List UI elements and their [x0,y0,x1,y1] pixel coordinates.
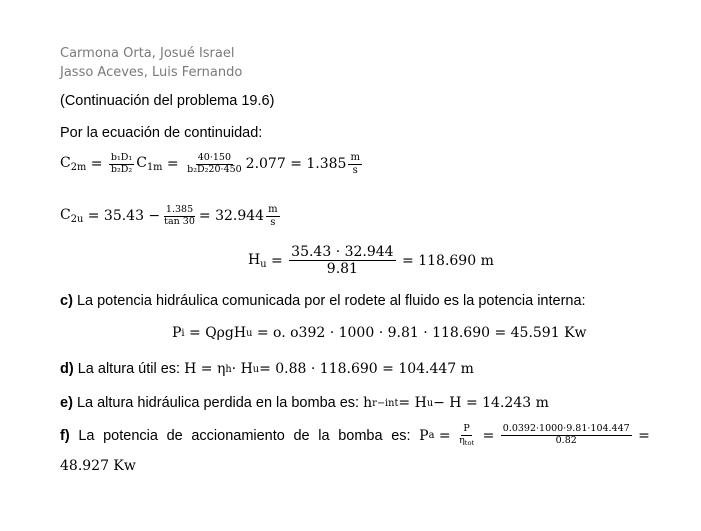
item-e-equation: h r−int = H u − H = 14.243 m [363,395,549,411]
eq1-lhs: $C_{2m}$ [60,155,87,173]
eq3-fraction: $\frac{35.43 \cdot 32.944}{9.81}$ [291,244,394,278]
eq2-unit: $\frac{m}{s}$ [268,204,278,228]
equation-c2m: $C_{2m}$ = $\frac{\text{b₁D₁}}{\text{b₂D₂}}$ $C_{1m}$ = $\frac{40\cdot 150}{\text{b₂D₂20·450}}$ 2.077 = 1.385 $\frac{m}{s}$ [60,151,360,176]
item-e: e) La altura hidráulica perdida en la bomba es: h r−int = H u − H = 14.243 m [60,395,549,411]
item-f-equation: P a = $\frac{P}{\eta_{tot}}$ = $\frac{0.0392\cdot 1000\cdot 9.81\cdot 104.447}{0.82}$ = [419,423,650,447]
item-c-equation: P i = QρgH u = o. o392 · 1000 · 9.81 · 118.690 = 45.591 Kw [172,325,587,341]
item-d-equation: H = η h · H u = 0.88 · 118.690 = 104.447 m [184,361,474,377]
continuation-heading: (Continuación del problema 19.6) [60,93,275,109]
item-f-fraction-2: $\frac{0.0392\cdot 1000\cdot 9.81\cdot 104.447}{0.82}$ [502,423,630,447]
eq1-value: 2.077 = 1.385 [245,156,347,172]
equation-c2u: $C_{2u}$ = 35.43 − $\frac{1.385}{\tan 30}$ = 32.944 $\frac{m}{s}$ [60,203,278,228]
item-f-result: 48.927 Kw [60,458,136,474]
author-1: Carmona Orta, Josué Israel [60,46,235,61]
eq1-unit: $\frac{m}{s}$ [350,152,360,176]
author-2: Jasso Aceves, Luis Fernando [60,65,243,80]
item-f-fraction-1: $\frac{P}{\eta_{tot}}$ [459,423,475,447]
eq1-fraction-2: $\frac{40\cdot 150}{\text{b₂D₂20·450}}$ [187,151,242,175]
item-d: d) La altura útil es: H = η h · H u = 0.88 · 118.690 = 104.447 m [60,361,474,377]
item-c: c) La potencia hidráulica comunicada por el rodete al fluido es la potencia interna: [60,293,586,309]
item-f: f) La potencia de accionamiento de la bomba es: P a = $\frac{P}{\eta_{tot}}$ = $\frac{0.0392\cdot 1000\cdot 9.81\cdot 104.447}{0.82}$ = [60,423,650,447]
equation-hu: $H_u$ = $\frac{35.43 \cdot 32.944}{9.81}$ = 118.690 m [248,244,494,278]
eq2-fraction: $\frac{1.385}{\tan 30}$ [164,203,195,227]
continuity-intro: Por la ecuación de continuidad: [60,125,263,141]
eq1-fraction-1: $\frac{\text{b₁D₁}}{\text{b₂D₂}}$ [110,151,133,175]
